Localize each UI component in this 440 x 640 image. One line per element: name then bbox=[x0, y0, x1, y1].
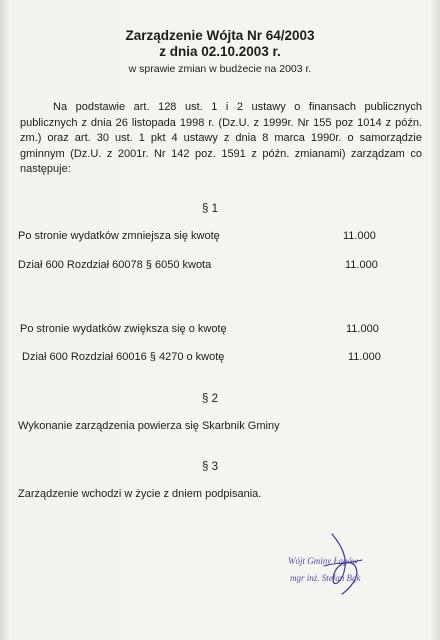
section-3-text: Zarządzenie wchodzi w życie z dniem podpisania. bbox=[18, 488, 262, 500]
preamble-text: Na podstawie art. 128 ust. 1 i 2 ustawy o finansach publicznych publicznych z dnia 26 listopada 1998 r. (Dz.U. z 1999r. Nr 155 poz 1014 z późn. zm.) oraz art. 30 ust. 1 pkt 4 ustawy z dnia 8 marca 1990r. o samorządzie gminnym (Dz.U. z 2001r. Nr 142 poz. 1591 z późn. zmianami) zarządzam co następuje: bbox=[20, 101, 422, 175]
section-2-text: Wykonanie zarządzenia powierza się Skarbnik Gminy bbox=[18, 420, 280, 432]
decrease-detail-amount: 11.000 bbox=[345, 259, 378, 271]
document-title: Zarządzenie Wójta Nr 64/2003 bbox=[125, 28, 315, 43]
section-2-heading: § 2 bbox=[202, 393, 218, 405]
decrease-amount: 11.000 bbox=[343, 230, 376, 242]
increase-label: Po stronie wydatków zwiększa się o kwotę bbox=[20, 323, 227, 335]
stamp-name: mgr inż. Stefan Bąk bbox=[290, 573, 361, 583]
increase-detail: Dział 600 Rozdział 60016 § 4270 o kwotę bbox=[22, 351, 225, 363]
stamp-title: Wójt Gminy Łagów bbox=[288, 556, 359, 566]
document-subject: w sprawie zmian w budżecie na 2003 r. bbox=[128, 63, 312, 75]
decrease-detail: Dział 600 Rozdział 60078 § 6050 kwota bbox=[18, 259, 212, 271]
section-1-heading: § 1 bbox=[202, 203, 218, 215]
preamble-paragraph bbox=[20, 100, 422, 178]
decrease-label: Po stronie wydatków zmniejsza się kwotę bbox=[18, 230, 220, 242]
document-date: z dnia 02.10.2003 r. bbox=[159, 44, 281, 59]
signature bbox=[318, 528, 378, 598]
section-3-heading: § 3 bbox=[202, 461, 218, 473]
increase-amount: 11.000 bbox=[346, 323, 379, 335]
increase-detail-amount: 11.000 bbox=[348, 351, 381, 363]
